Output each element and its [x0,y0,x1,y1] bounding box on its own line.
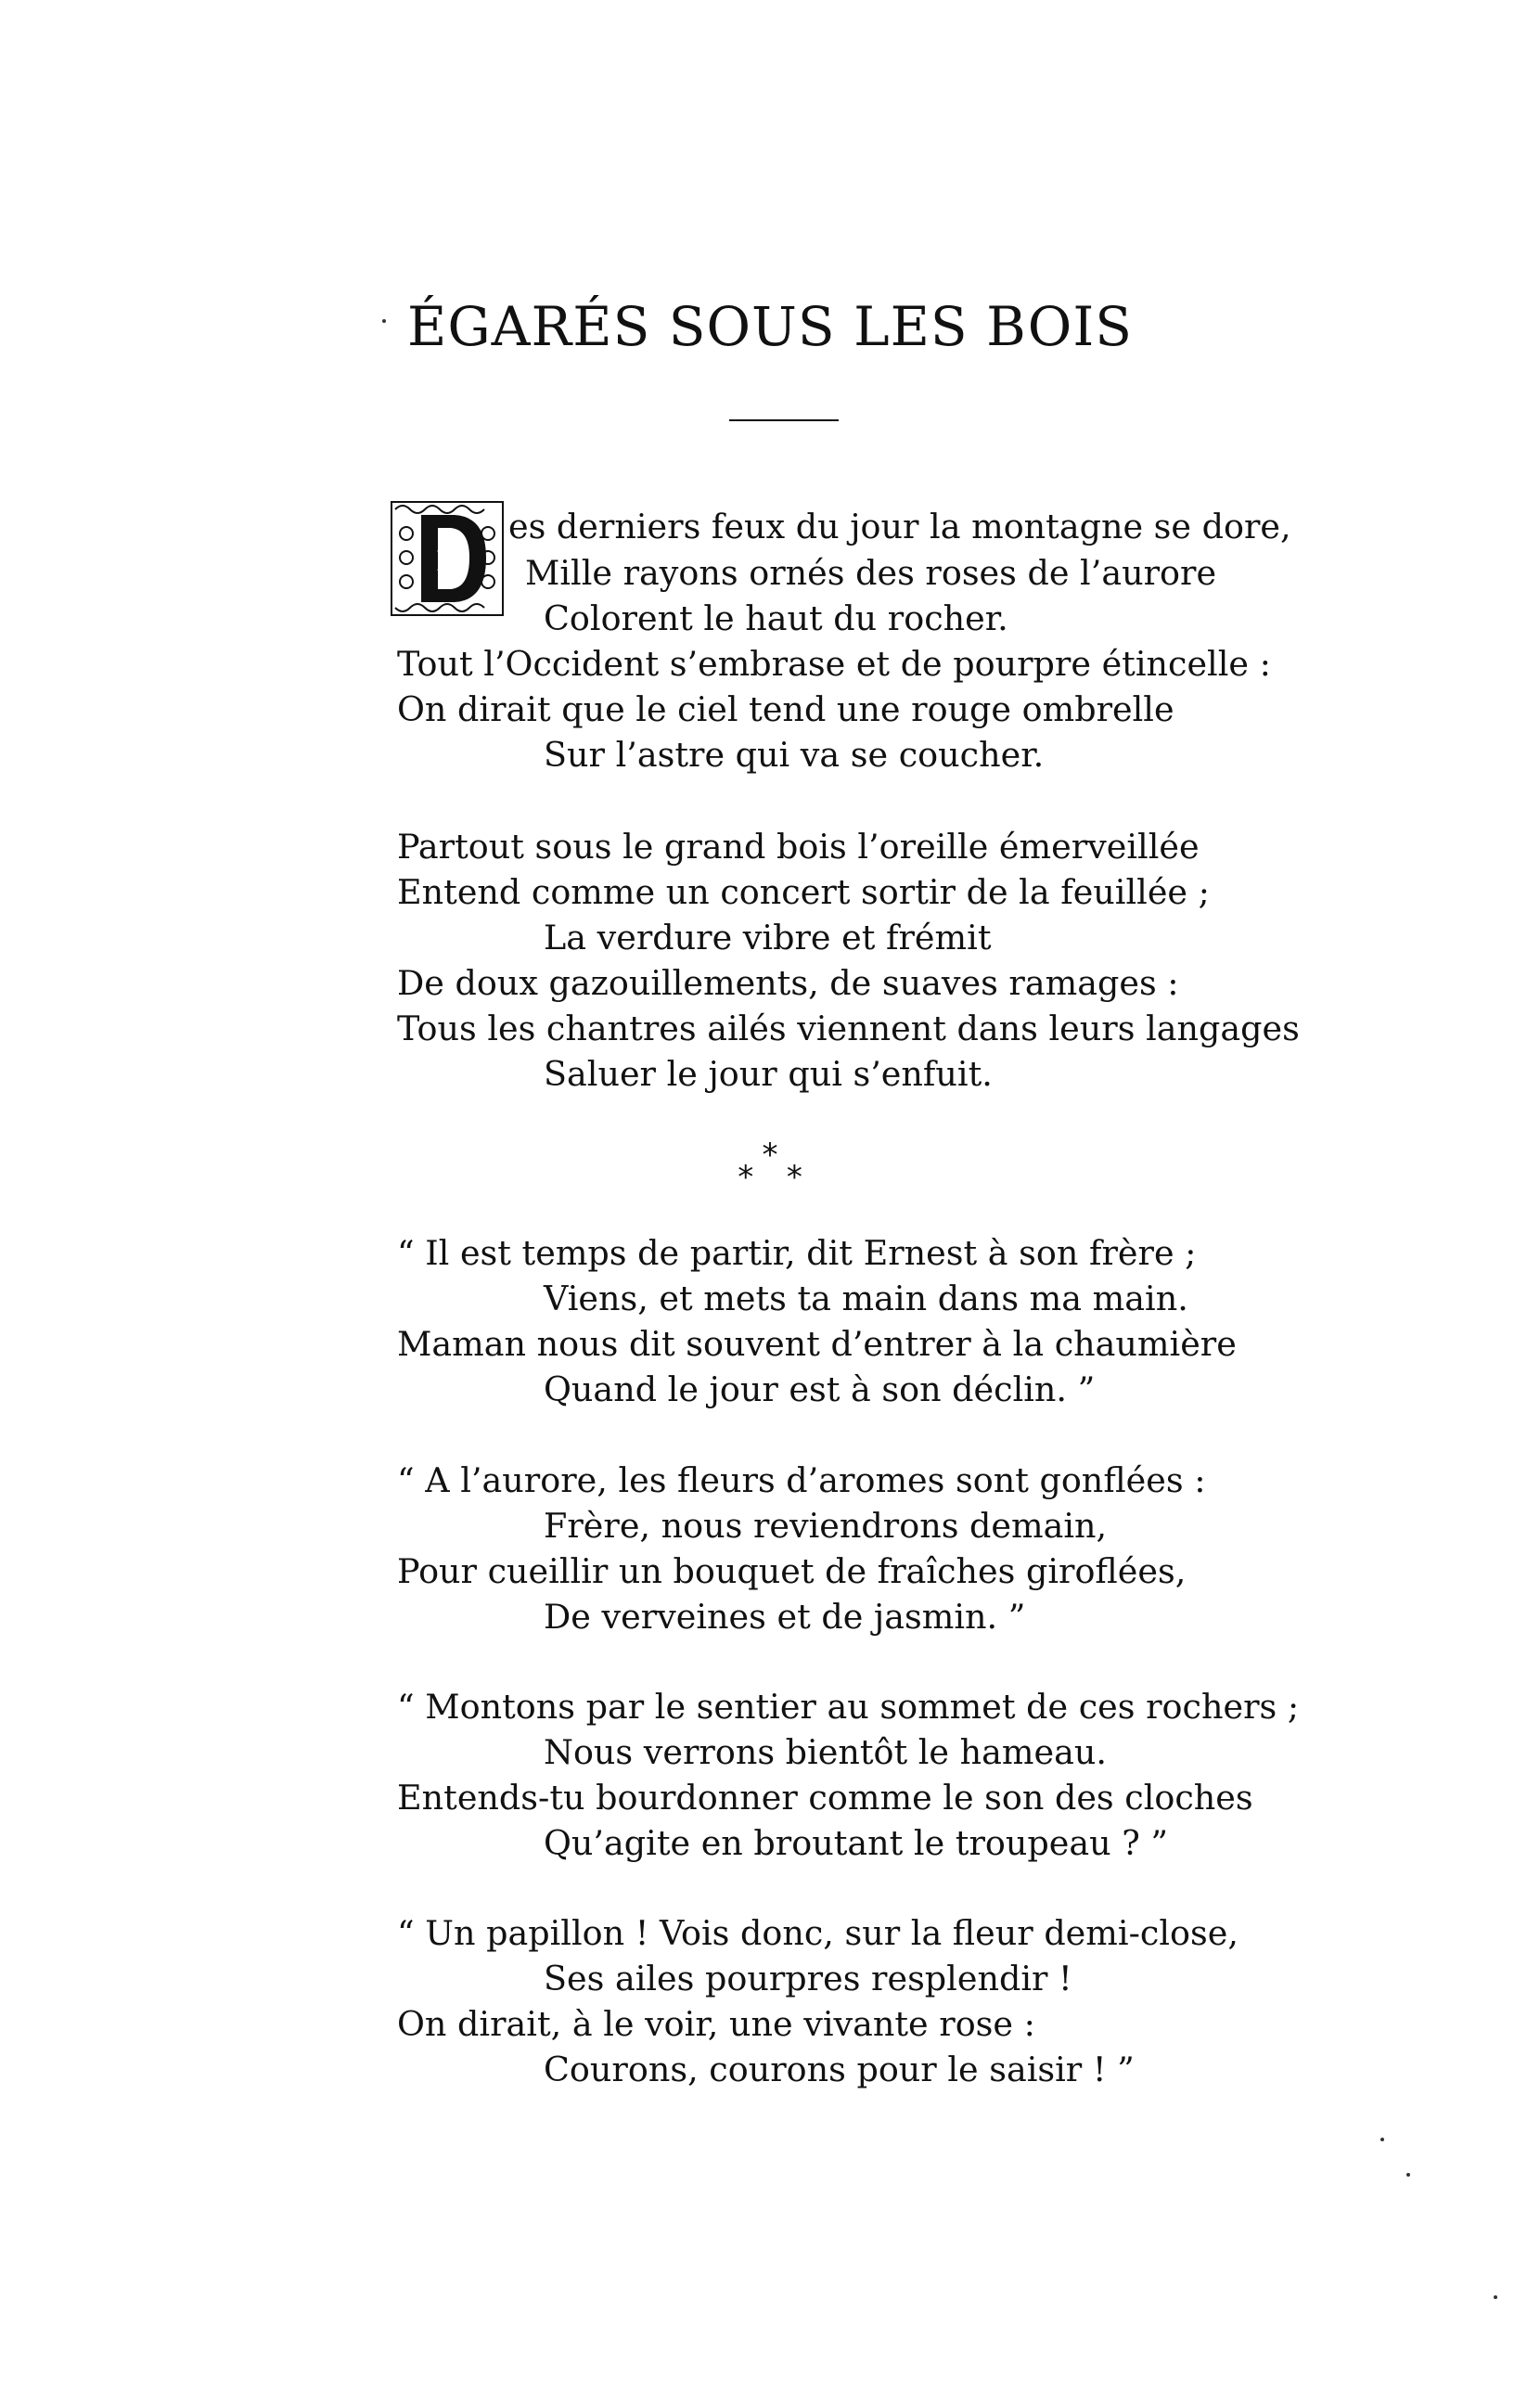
asterism-star: * [738,1159,754,1196]
verse-line: Ses ailes pourpres resplendir ! [544,1959,1072,1998]
verse-line: Courons, courons pour le saisir ! ” [544,2049,1135,2089]
verse-line: Pour cueillir un bouquet de fraîches giroflées, [397,1551,1187,1591]
verse-line: Sur l’astre qui va se coucher. [544,735,1045,775]
drop-cap-letter: D [435,546,459,578]
verse-line: “ Un papillon ! Vois donc, sur la fleur demi-close, [397,1913,1238,1953]
verse-line: De verveines et de jasmin. ” [544,1597,1026,1637]
verse-line: On dirait que le ciel tend une rouge ombrelle [397,689,1174,729]
verse-line: Frère, nous reviendrons demain, [544,1506,1108,1546]
verse-line: Nous verrons bientôt le hameau. [544,1732,1107,1772]
poem-title: ÉGARÉS SOUS LES BOIS [407,295,1133,358]
verse-line: Qu’agite en broutant le troupeau ? ” [544,1823,1169,1863]
verse-line: Saluer le jour qui s’enfuit. [544,1054,993,1094]
verse-line: Quand le jour est à son déclin. ” [544,1369,1096,1409]
verse-line: Tous les chantres ailés viennent dans leurs langages [397,1009,1300,1048]
verse-line: “ Montons par le sentier au sommet de ces rochers ; [397,1687,1300,1727]
verse-line: Viens, et mets ta main dans ma main. [544,1279,1188,1318]
scan-speck [1494,2295,1497,2299]
scan-speck [382,319,386,323]
verse-line: Entends-tu bourdonner comme le son des cloches [397,1778,1253,1818]
verse-line: “ Il est temps de partir, dit Ernest à son frère ; [397,1233,1197,1273]
verse-line: On dirait, à le voir, une vivante rose : [397,2004,1035,2044]
verse-line: Maman nous dit souvent d’entrer à la chaumière [397,1324,1237,1364]
scan-speck [1406,2173,1410,2177]
asterism-star: * [786,1159,802,1196]
verse-line: es derniers feux du jour la montagne se dore, [508,507,1291,546]
verse-line: Colorent le haut du rocher. [544,598,1008,638]
verse-line: Partout sous le grand bois l’oreille émerveillée [397,827,1200,867]
verse-line: “ A l’aurore, les fleurs d’aromes sont gonflées : [397,1460,1206,1500]
scan-speck [1380,2138,1384,2141]
verse-line: Mille rayons ornés des roses de l’aurore [525,553,1217,593]
title-rule [729,419,839,421]
verse-line: Entend comme un concert sortir de la feuillée ; [397,872,1210,912]
verse-line: Tout l’Occident s’embrase et de pourpre étincelle : [397,644,1271,684]
asterism-separator [0,1137,1540,1196]
verse-line: La verdure vibre et frémit [544,918,992,957]
ornamental-drop-cap-icon [390,496,505,621]
verse-line: De doux gazouillements, de suaves ramages : [397,963,1179,1003]
asterism-star: * [762,1137,778,1174]
